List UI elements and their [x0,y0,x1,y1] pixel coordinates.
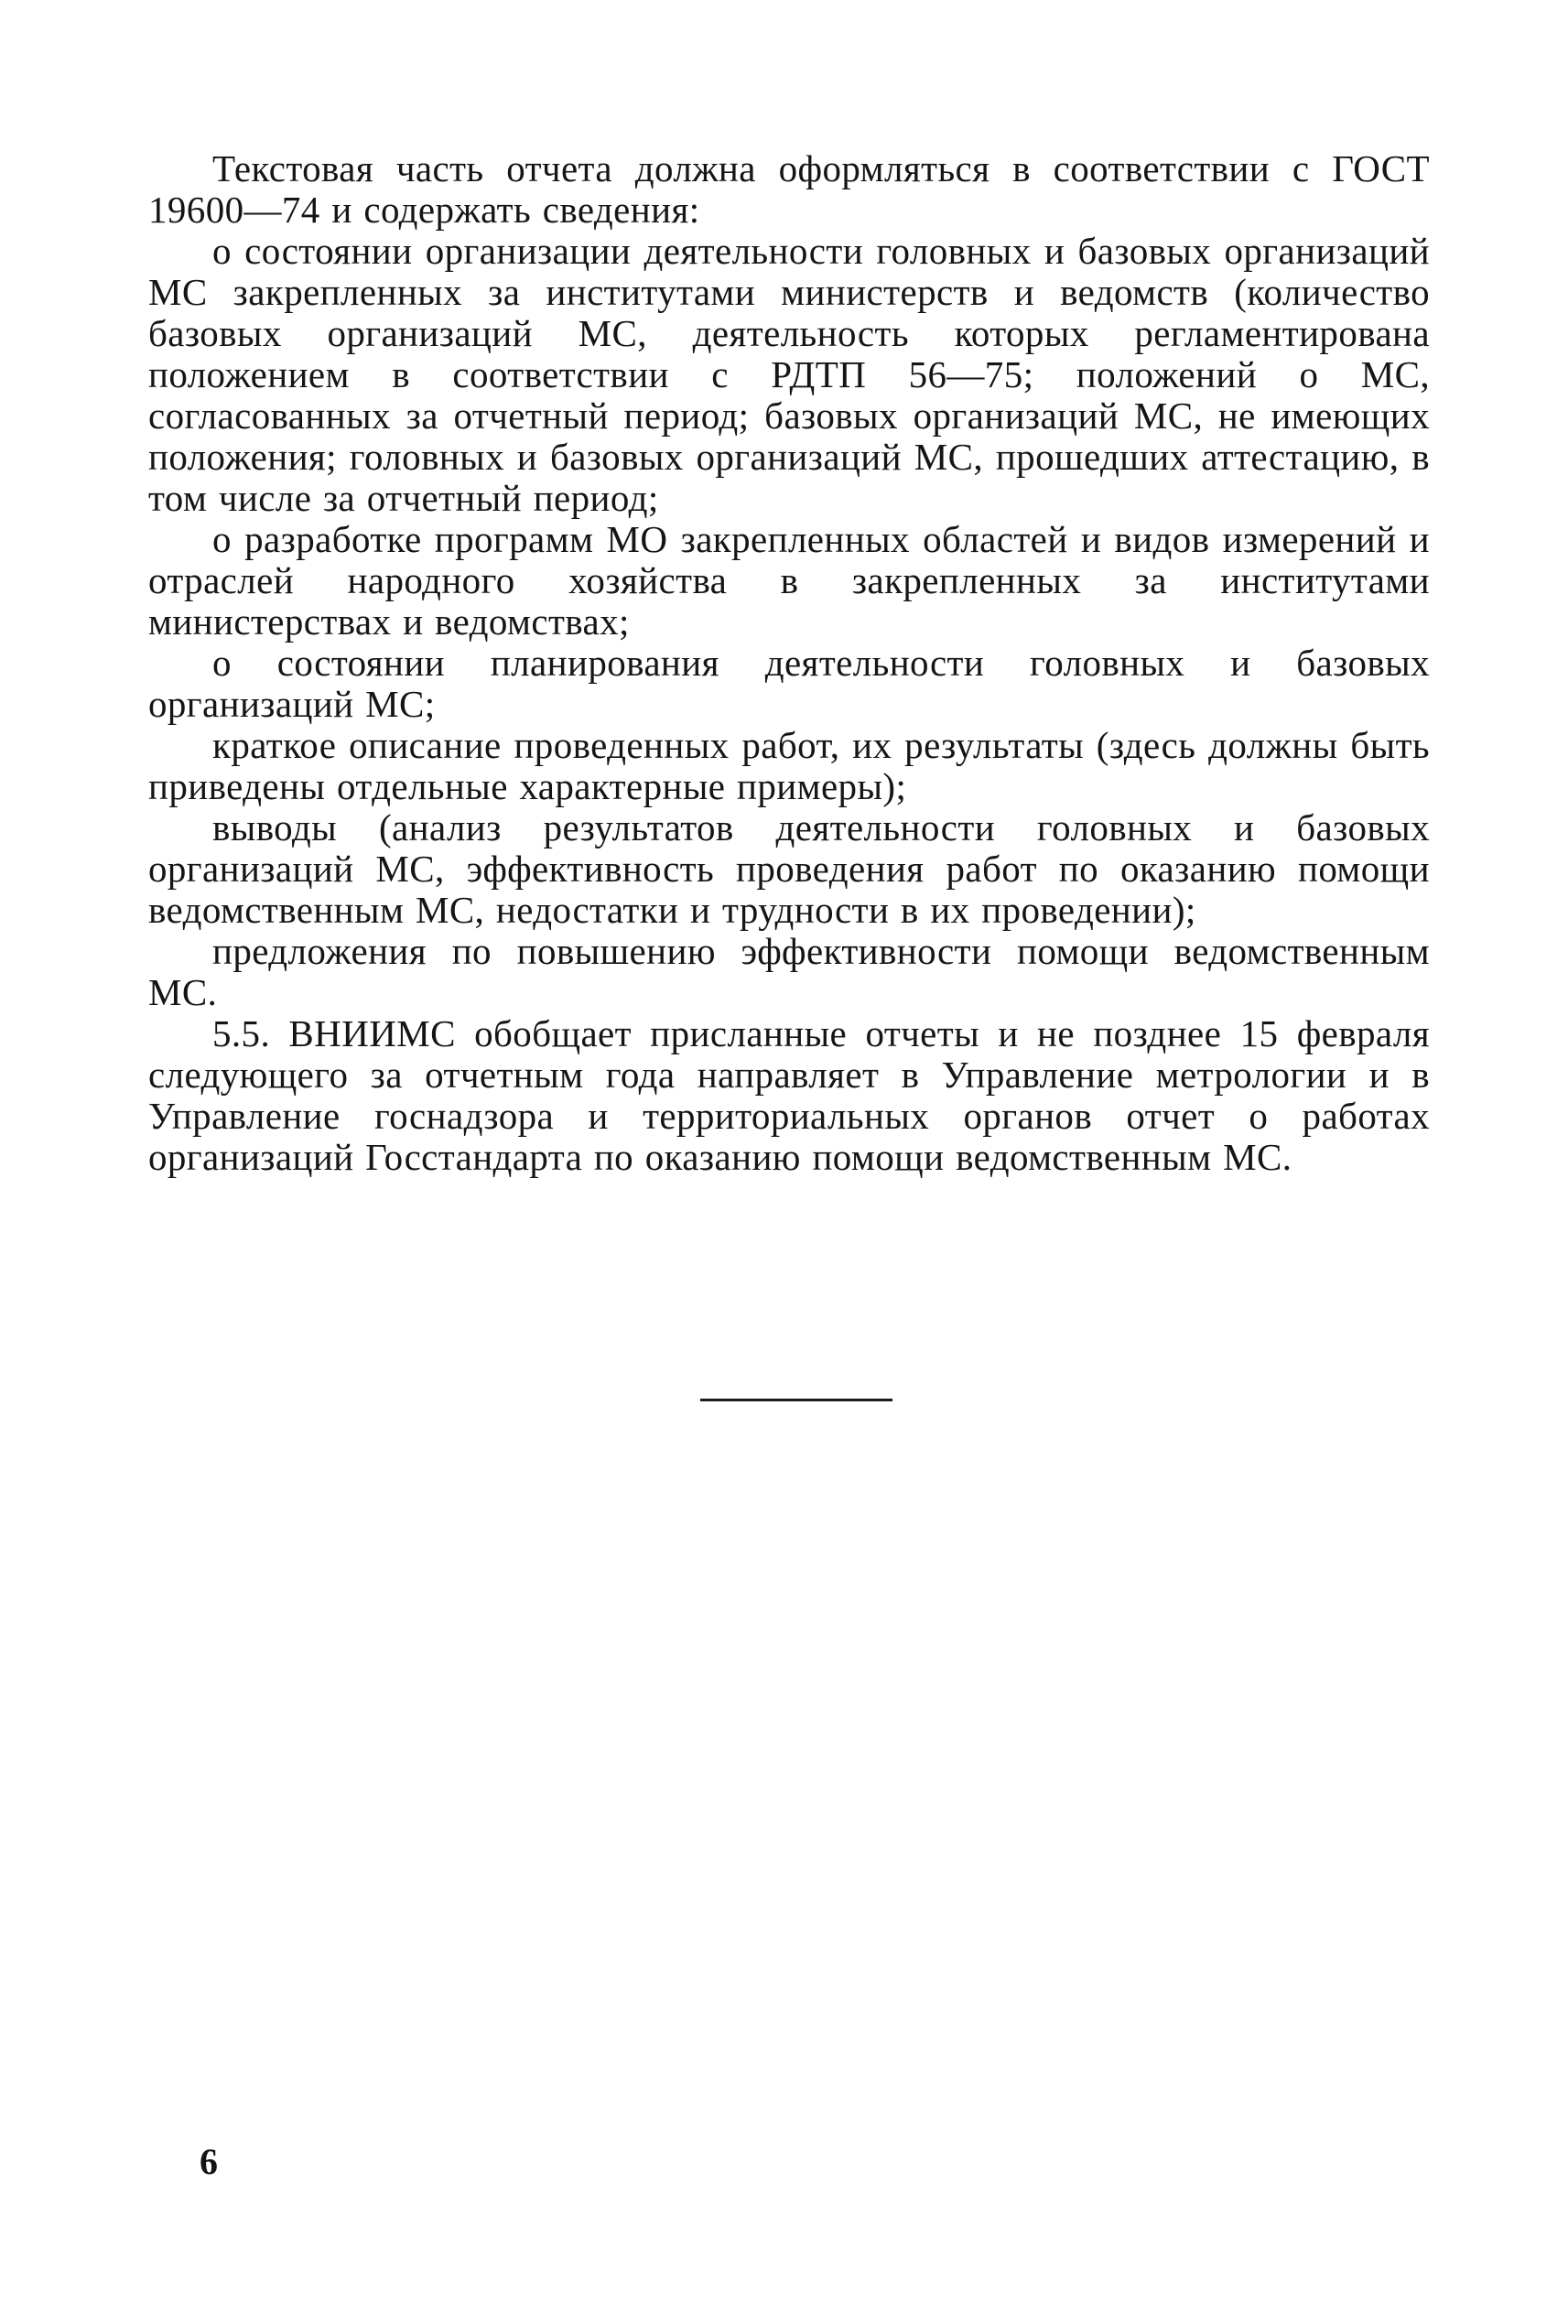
section-divider [700,1399,892,1401]
body-text [148,148,1430,1178]
paragraph-program-development: о разработке программ МО закрепленных областей и видов измерений и отраслей народного хозяйства в закрепленных за институтами министерствах и ведомствах; [148,518,1430,643]
paragraph-planning-state: о состоянии планирования деятельности головных и базовых организаций МС; [148,642,1430,725]
paragraph-work-description: краткое описание проведенных работ, их результаты (здесь должны быть приведены отдельные характерные примеры); [148,724,1430,807]
paragraph-report-format: Текстовая часть отчета должна оформляться в соответствии с ГОСТ 19600—74 и содержать сведения: [148,147,1430,231]
paragraph-organization-state: о состоянии организации деятельности головных и базовых организаций МС закрепленных за институтами министерств и ведомств (количество базовых организаций МС, деятельность которых регламентирована положением в соответствии с РДТП 56—75; положений о МС, согласованных за отчетный период; базовых организаций МС, не имеющих положения; головных и базовых организаций МС, прошедших аттестацию, в том числе за отчетный период; [148,230,1430,519]
page-number: 6 [200,2141,218,2182]
paragraph-clause-5-5: 5.5. ВНИИМС обобщает присланные отчеты и не позднее 15 февраля следующего за отчетным года направляет в Управление метрологии и в Управление госнадзора и территориальных органов отчет о работах организаций Госстандарта по оказанию помощи ведомственным МС. [148,1012,1430,1178]
paragraph-proposals: предложения по повышению эффективности помощи ведомственным МС. [148,930,1430,1013]
paragraph-conclusions: выводы (анализ результатов деятельности головных и базовых организаций МС, эффективность проведения работ по оказанию помощи ведомственным МС, недостатки и трудности в их проведении); [148,806,1430,931]
